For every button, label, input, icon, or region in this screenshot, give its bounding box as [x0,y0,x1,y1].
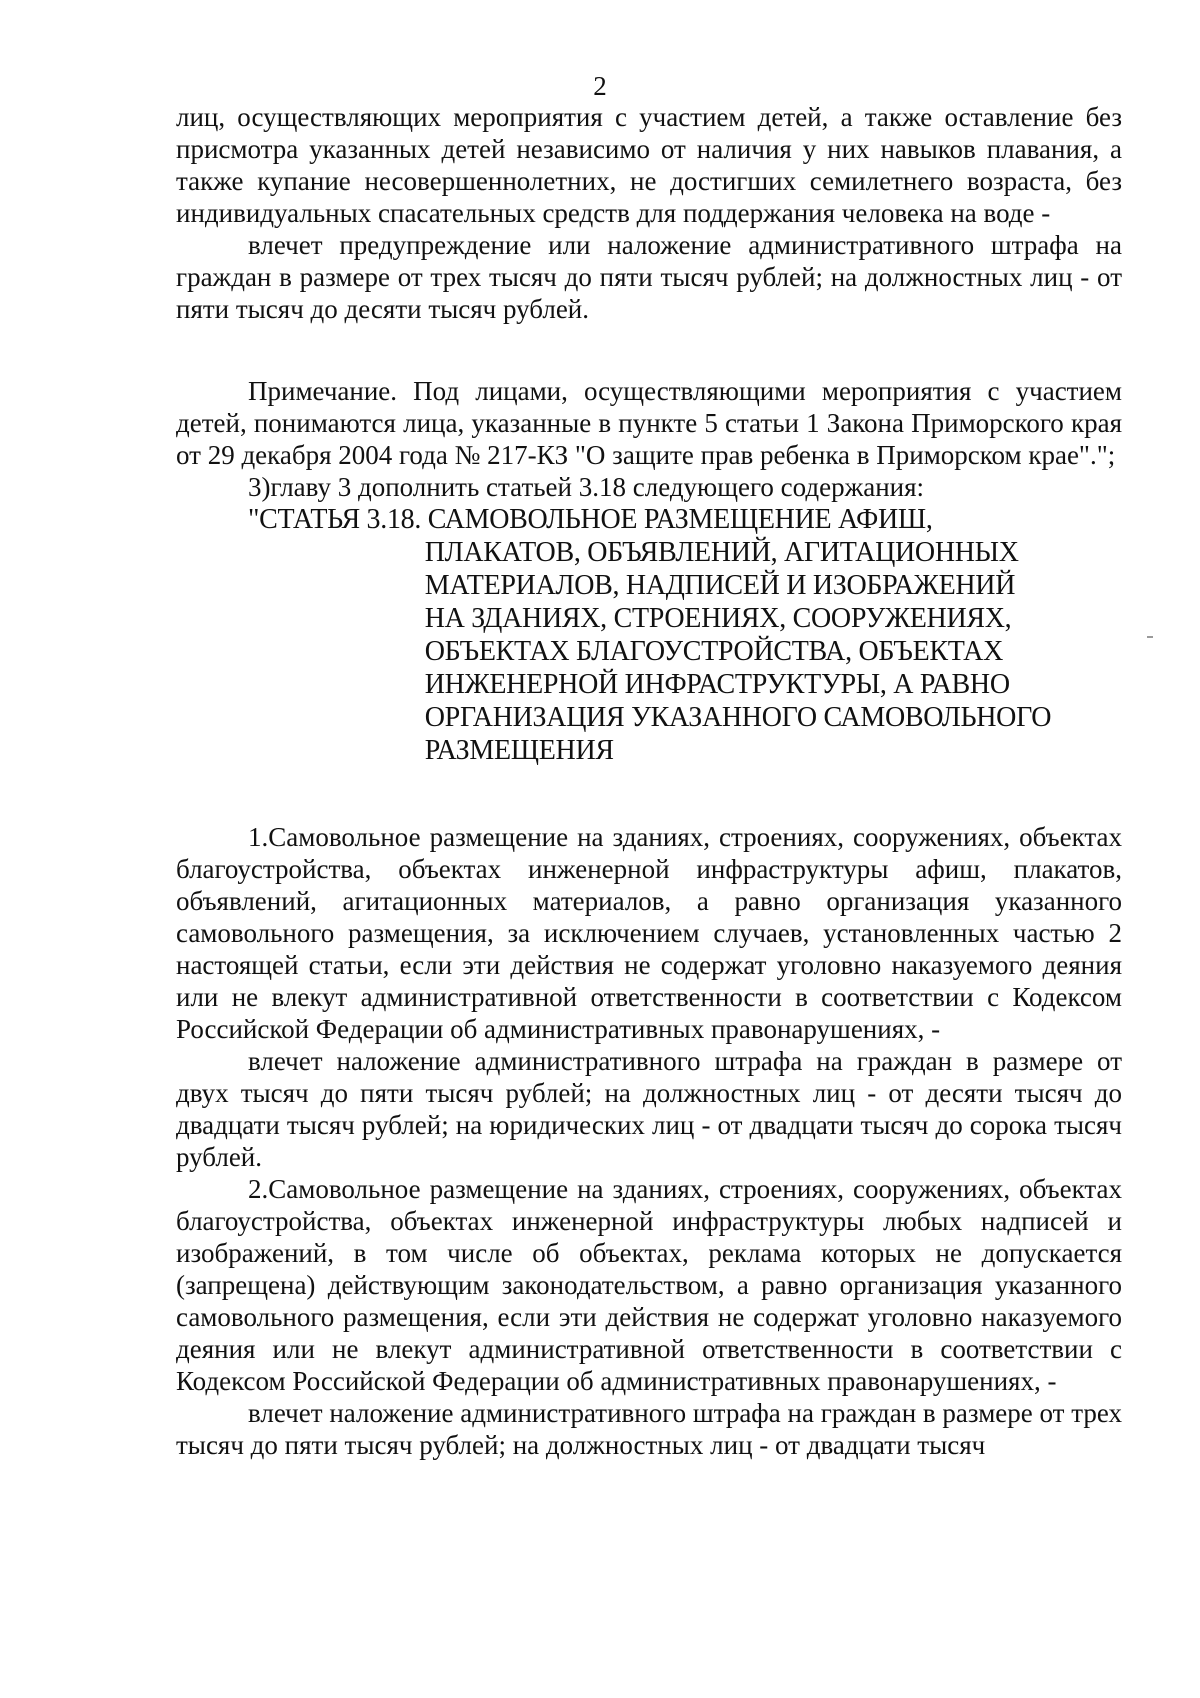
article-part-2: 2.Самовольное размещение на зданиях, строениях, сооружениях, объектах благоустройства, объектах инженерной инфраструктуры любых надписей и изображений, в том числе об объектах, реклама которых не допускается (запрещена) действующим законодательством, а равно организация указанного самовольного размещения, если эти действия не содержат уголовно наказуемого деяния или не влекут административной ответственности в соответствии с Кодексом Российской Федерации об административных правонарушениях, - [176,1174,1122,1396]
note-paragraph: Примечание. Под лицами, осуществляющими мероприятия с участием детей, понимаются лица, указанные в пункте 5 статьи 1 Закона Приморского края от 29 декабря 2004 года № 217-КЗ "О защите прав ребенка в Приморском крае"."; [176,376,1122,470]
document-body [176,101,1122,1461]
article-title-line: ОРГАНИЗАЦИЯ УКАЗАННОГО САМОВОЛЬНОГО [424,702,1052,733]
article-title-line: НА ЗДАНИЯХ, СТРОЕНИЯХ, СООРУЖЕНИЯХ, [424,603,1012,634]
article-heading [176,503,1122,767]
article-number: "СТАТЬЯ 3.18. [248,504,428,535]
paragraph-continuation: лиц, осуществляющих мероприятия с участием детей, а также оставление без присмотра указанных детей независимо от наличия у них навыков плавания, а также купание несовершеннолетних, не достигших семилетнего возраста, без индивидуальных спасательных средств для поддержания человека на воде - [176,102,1122,228]
article-title-line: САМОВОЛЬНОЕ РАЗМЕЩЕНИЕ АФИШ, [427,504,933,535]
article-title-line: ИНЖЕНЕРНОЙ ИНФРАСТРУКТУРЫ, А РАВНО [424,669,1010,700]
article-title-line: МАТЕРИАЛОВ, НАДПИСЕЙ И ИЗОБРАЖЕНИЙ [424,570,1016,601]
amendment-item: 3)главу 3 дополнить статьей 3.18 следующего содержания: [248,472,925,502]
article-title [424,503,1052,767]
article-title-line: ПЛАКАТОВ, ОБЪЯВЛЕНИЙ, АГИТАЦИОННЫХ [424,537,1019,568]
article-part-2-sanction: влечет наложение административного штрафа на граждан в размере от трех тысяч до пяти тысяч рублей; на должностных лиц - от двадцати тысяч [176,1398,1122,1460]
scan-artifact [1147,636,1153,638]
sanction-paragraph: влечет предупреждение или наложение административного штрафа на граждан в размере от трех тысяч до пяти тысяч рублей; на должностных лиц - от пяти тысяч до десяти тысяч рублей. [176,230,1122,324]
article-title-line: РАЗМЕЩЕНИЯ [424,735,614,766]
article-part-1-sanction: влечет наложение административного штрафа на граждан в размере от двух тысяч до пяти тысяч рублей; на должностных лиц - от десяти тысяч до двадцати тысяч рублей; на юридических лиц - от двадцати тысяч до сорока тысяч рублей. [176,1046,1122,1172]
page-number: 2 [593,71,607,101]
article-title-line: ОБЪЕКТАХ БЛАГОУСТРОЙСТВА, ОБЪЕКТАХ [424,636,1004,667]
article-part-1: 1.Самовольное размещение на зданиях, строениях, сооружениях, объектах благоустройства, объектах инженерной инфраструктуры афиш, плакатов, объявлений, агитационных материалов, а равно организация указанного самовольного размещения, за исключением случаев, установленных частью 2 настоящей статьи, если эти действия не содержат уголовно наказуемого деяния или не влекут административной ответственности в соответствии с Кодексом Российской Федерации об административных правонарушениях, - [176,822,1122,1044]
